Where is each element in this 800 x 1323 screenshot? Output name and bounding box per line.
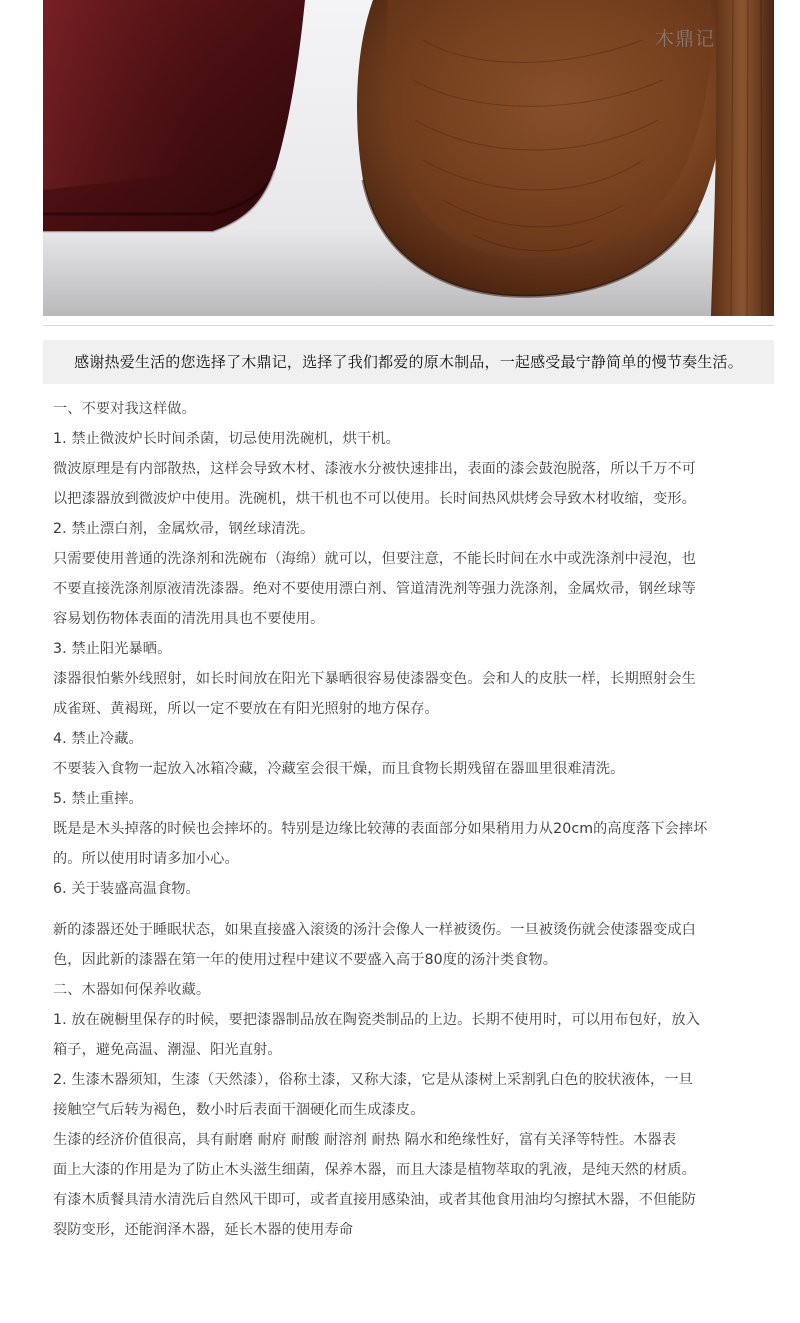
paragraph-line: 既是是木头掉落的时候也会摔坏的。特别是边缘比较薄的表面部分如果稍用力从20cm的高度落下会摔坏 — [53, 821, 708, 837]
paragraph-line: 生漆的经济价值很高，具有耐磨 耐府 耐酸 耐溶剂 耐热 隔水和绝缘性好，富有关泽等特性。木器表 — [53, 1132, 677, 1148]
divider — [43, 325, 774, 326]
paragraph-line: 箱子，避免高温、潮湿、阳光直射。 — [53, 1042, 282, 1058]
paragraph-line: 不要直接洗涤剂原液清洗漆器。绝对不要使用漂白剂、管道清洗剂等强力洗涤剂，金属炊帚，钢丝球等 — [53, 581, 696, 597]
paragraph-line: 的。所以使用时请多加小心。 — [53, 851, 239, 867]
paragraph-line: 裂防变形，还能润泽木器，延长木器的使用寿命 — [53, 1222, 354, 1238]
rule-title: 4. 禁止冷藏。 — [53, 731, 143, 747]
paragraph-line: 容易划伤物体表面的清洗用具也不要使用。 — [53, 611, 325, 627]
section-title-maintenance: 二、木器如何保养收藏。 — [53, 982, 211, 998]
paragraph-line: 1. 放在碗橱里保存的时候，要把漆器制品放在陶瓷类制品的上边。长期不使用时，可以用布包好，放入 — [53, 1012, 700, 1028]
paragraph-line: 漆器很怕紫外线照射，如长时间放在阳光下暴晒很容易使漆器变色。会和人的皮肤一样，长期照射会生 — [53, 671, 696, 687]
brand-watermark: 木鼎记 — [655, 28, 716, 50]
paragraph-line: 不要装入食物一起放入冰箱冷藏，冷藏室会很干燥，而且食物长期残留在器皿里很难清洗。 — [53, 761, 625, 777]
spacer — [53, 904, 775, 915]
rule-title: 5. 禁止重摔。 — [53, 791, 143, 807]
rule-title: 2. 禁止漂白剂，金属炊帚，钢丝球清洗。 — [53, 521, 315, 537]
rule-title: 1. 禁止微波炉长时间杀菌，切忌使用洗碗机，烘干机。 — [53, 431, 400, 447]
thank-you-banner: 感谢热爱生活的您选择了木鼎记，选择了我们都爱的原木制品，一起感受最宁静简单的慢节奏生活。 — [43, 340, 774, 384]
paragraph-line: 只需要使用普通的洗涤剂和洗碗布（海绵）就可以，但要注意，不能长时间在水中或洗涤剂中浸泡，也 — [53, 551, 696, 567]
paragraph-line: 色，因此新的漆器在第一年的使用过程中建议不要盛入高于80度的汤汁类食物。 — [53, 952, 558, 968]
paragraph-line: 有漆木质餐具清水清洗后自然风干即可，或者直接用感染油，或者其他食用油均匀擦拭木器，不但能防 — [53, 1192, 696, 1208]
paragraph-line: 接触空气后转为褐色，数小时后表面干涸硬化而生成漆皮。 — [53, 1102, 425, 1118]
paragraph-line: 面上大漆的作用是为了防止木头滋生细菌，保养木器，而且大漆是植物萃取的乳液，是纯天然的材质。 — [53, 1162, 696, 1178]
paragraph-line: 新的漆器还处于睡眠状态，如果直接盛入滚烫的汤汁会像人一样被烫伤。一旦被烫伤就会使漆器变成白 — [53, 922, 696, 938]
paragraph-line: 微波原理是有内部散热，这样会导致木材、漆液水分被快速排出，表面的漆会鼓泡脱落，所以千万不可 — [53, 461, 696, 477]
paragraph-line: 以把漆器放到微波炉中使用。洗碗机，烘干机也不可以使用。长时间热风烘烤会导致木材收缩，变形。 — [53, 491, 696, 507]
paragraph-line: 2. 生漆木器须知，生漆（天然漆），俗称土漆，又称大漆，它是从漆树上采割乳白色的胶状液体，一旦 — [53, 1072, 693, 1088]
product-photo — [43, 0, 774, 316]
rule-title: 6. 关于装盛高温食物。 — [53, 881, 200, 897]
section-title-dont: 一、不要对我这样做。 — [53, 401, 196, 417]
care-instructions — [53, 394, 775, 1245]
rule-title: 3. 禁止阳光暴晒。 — [53, 641, 172, 657]
paragraph-line: 成雀斑、黄褐斑，所以一定不要放在有阳光照射的地方保存。 — [53, 701, 439, 717]
